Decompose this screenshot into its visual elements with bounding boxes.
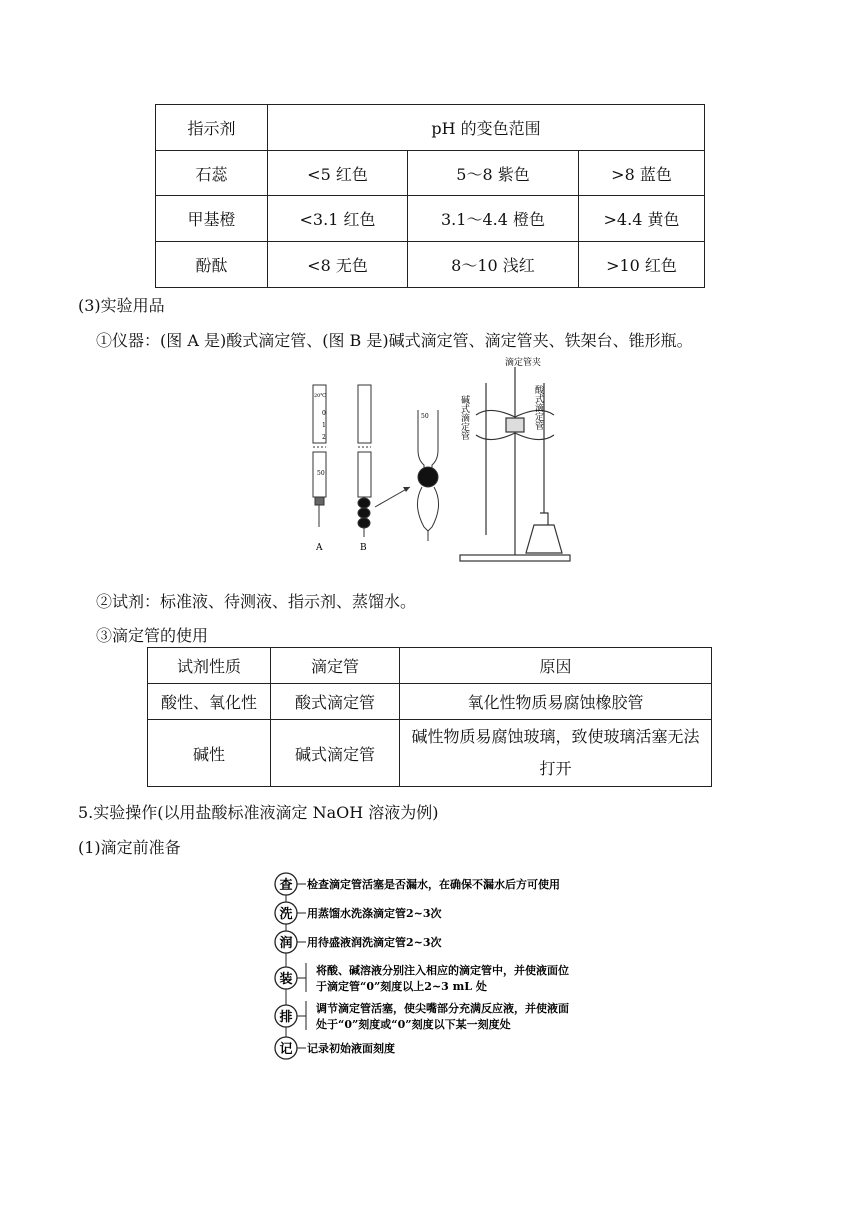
scale-0: 0 (322, 410, 326, 417)
bead-valve-icon (417, 410, 438, 541)
flow-step-text: 调节滴定管活塞，使尖嘴部分充满反应液，并使液面 (316, 1002, 569, 1015)
flow-step-record (275, 1037, 395, 1059)
flow-step-char: 排 (279, 1010, 293, 1025)
table-header-cell: 指示剂 (156, 105, 268, 151)
indicator-table (155, 104, 705, 288)
burette-table (147, 647, 712, 787)
section5-sub1: (1)滴定前准备 (78, 838, 181, 857)
table-cell: >4.4 黄色 (579, 196, 705, 242)
burette-use-title: ③滴定管的使用 (96, 626, 209, 645)
instruments-text: ①仪器：(图 A 是)酸式滴定管、(图 B 是)碱式滴定管、滴定管夹、铁架台、锥形瓶。 (96, 331, 693, 350)
table-cell: 氧化性物质易腐蚀橡胶管 (400, 684, 712, 720)
stand-label-left: 碱式滴定管 (459, 395, 469, 440)
label-b: B (360, 543, 367, 553)
flow-step-wash (275, 902, 442, 924)
flow-step-text: 处于“0”刻度或“0”刻度以下某一刻度处 (316, 1018, 511, 1031)
arrow-icon (375, 487, 410, 507)
flow-step-drain (275, 1001, 569, 1031)
temp-mark: 20℃ (314, 393, 326, 399)
section5-title: 5.实验操作(以用盐酸标准液滴定 NaOH 溶液为例) (78, 803, 439, 822)
flow-step-char: 润 (279, 936, 293, 951)
table-header-cell: 滴定管 (271, 648, 400, 684)
flow-step-char: 查 (279, 878, 293, 893)
table-cell: 酸性、氧化性 (148, 684, 271, 720)
flow-step-text: 用蒸馏水洗涤滴定管2~3次 (307, 907, 442, 920)
table-header-cell: 试剂性质 (148, 648, 271, 684)
flow-step-text: 于滴定管“0”刻度以上2~3 mL 处 (316, 980, 487, 993)
flow-step-char: 洗 (279, 907, 293, 922)
reagents-text: ②试剂：标准液、待测液、指示剂、蒸馏水。 (96, 592, 417, 611)
table-cell: 石蕊 (156, 151, 268, 196)
stand-label-right: 酸式滴定管 (533, 385, 543, 430)
table-cell: >8 蓝色 (579, 151, 705, 196)
table-cell: <5 红色 (268, 151, 408, 196)
flow-step-text: 检查滴定管活塞是否漏水，在确保不漏水后方可使用 (307, 878, 560, 891)
label-a: A (316, 543, 323, 553)
flow-step-rinse (275, 931, 442, 953)
table-cell: 3.1～4.4 橙色 (408, 196, 579, 242)
flow-step-fill (275, 963, 569, 993)
table-cell: <3.1 红色 (268, 196, 408, 242)
reason-line-2: 打开 (539, 759, 572, 778)
table-cell: 甲基橙 (156, 196, 268, 242)
iron-stand-icon (460, 367, 570, 561)
flow-step-text: 将酸、碱溶液分别注入相应的滴定管中，并使液面位 (316, 964, 569, 977)
flow-step-check (275, 873, 560, 895)
flow-step-char: 装 (279, 972, 293, 987)
table-cell: <8 无色 (268, 242, 408, 288)
table-cell (400, 720, 712, 787)
flow-diagram (270, 870, 630, 1065)
burette-figure (300, 355, 590, 570)
table-header-cell: pH 的变色范围 (268, 105, 705, 151)
table-cell: 碱式滴定管 (271, 720, 400, 787)
table-header-cell: 原因 (400, 648, 712, 684)
table-cell: 碱性 (148, 720, 271, 787)
scale-50: 50 (317, 470, 325, 477)
section-title: (3)实验用品 (78, 296, 165, 315)
flow-step-text: 记录初始液面刻度 (307, 1042, 395, 1055)
table-cell: 酸式滴定管 (271, 684, 400, 720)
stand-label-top: 滴定管夹 (505, 358, 542, 368)
scale-50: 50 (421, 413, 429, 420)
table-cell: >10 红色 (579, 242, 705, 288)
scale-2: 2 (322, 434, 326, 441)
arrow-head-icon (403, 487, 410, 492)
base-burette-icon (358, 385, 371, 537)
table-cell: 8～10 浅红 (408, 242, 579, 288)
flow-step-text: 用待盛液润洗滴定管2~3次 (307, 936, 442, 949)
table-cell: 5～8 紫色 (408, 151, 579, 196)
acid-burette-icon (313, 385, 326, 527)
flow-step-char: 记 (279, 1042, 293, 1057)
scale-1: 1 (322, 422, 326, 429)
reason-line-1: 碱性物质易腐蚀玻璃，致使玻璃活塞无法 (411, 727, 700, 746)
table-cell: 酚酞 (156, 242, 268, 288)
